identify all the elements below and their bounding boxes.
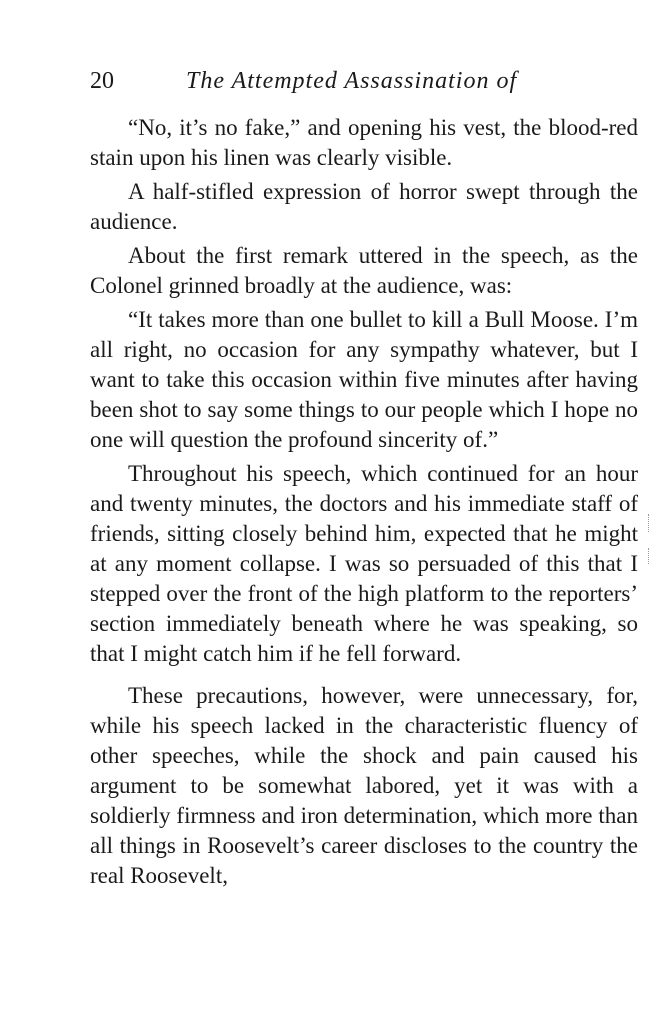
paragraph-quote-no-fake: “No, it’s no fake,” and opening his vest, the blood-red stain upon his linen was clearly visible.	[90, 115, 638, 170]
paragraph-audience-horror: A half-stifled expression of horror swept through the audience.	[90, 179, 638, 234]
paragraph-precautions: These precautions, however, were unnecessary, for, while his speech lacked in the characteristic fluency of other speeches, while the shock and pain caused his argument to be somewhat labored, yet it was with a soldierly firmness and iron determination, which more than all things in Roosevelt’s career discloses to the country the real Roosevelt,	[90, 683, 638, 888]
body-text	[90, 113, 638, 895]
page-number: 20	[90, 68, 114, 94]
margin-scan-mark	[648, 514, 653, 532]
paragraph-throughout-speech: Throughout his speech, which continued for an hour and twenty minutes, the doctors and his immediate staff of friends, sitting closely behind him, expected that he might at any moment collapse. I was so persuaded of this that I stepped over the front of the high platform to the reporters’ section immediately beneath where he was speaking, so that I might catch him if he fell forward.	[90, 461, 638, 666]
running-header	[90, 64, 638, 98]
paragraph-bull-moose-quote: “It takes more than one bullet to kill a Bull Moose. I’m all right, no occasion for any sympathy whatever, but I want to take this occasion within five minutes after having been shot to say some things to our people which I hope no one will question the profound sincerity of.”	[90, 307, 638, 452]
paragraph-first-remark: About the first remark uttered in the speech, as the Colonel grinned broadly at the audience, was:	[90, 243, 638, 298]
margin-scan-mark	[648, 548, 653, 564]
running-title: The Attempted Assassination of	[186, 68, 518, 94]
